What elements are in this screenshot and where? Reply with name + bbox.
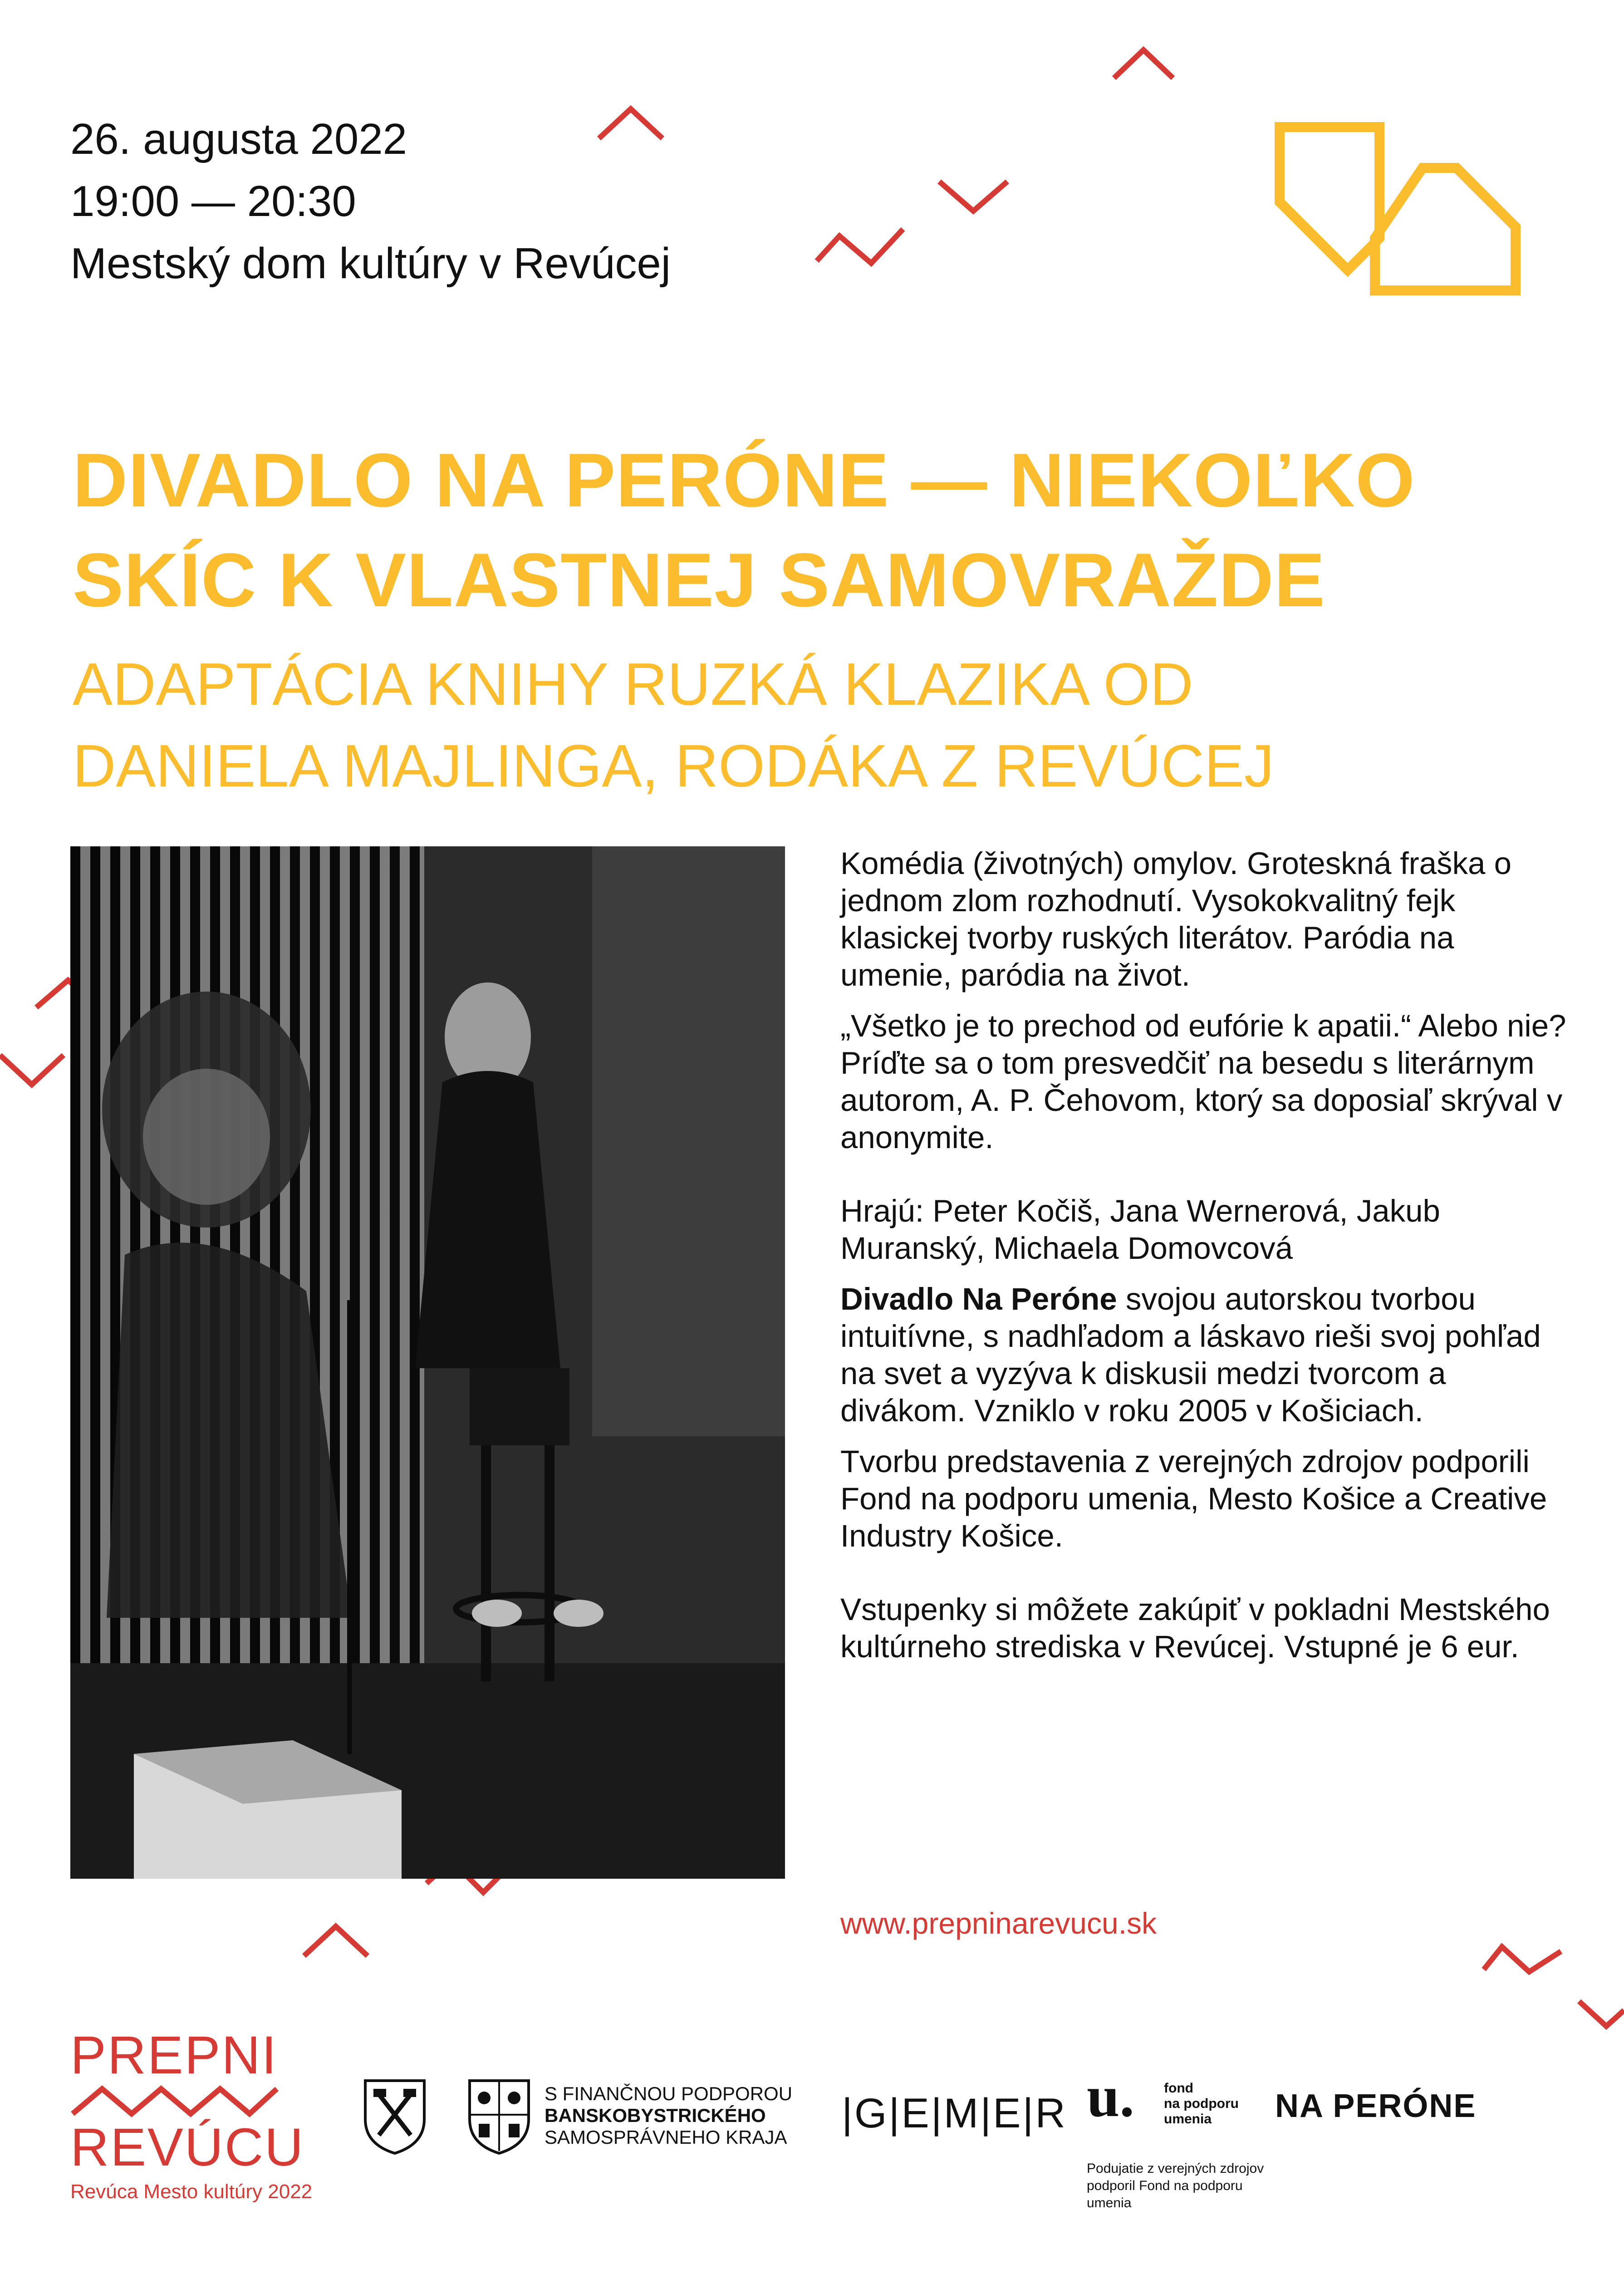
description-paragraph: „Všetko je to prechod od eufórie k apatii.“ Alebo nie? Príďte sa o tom presvedčiť na besedu s literárnym autorom, A. P. Čehovom, ktorý sa doposiaľ skrýval v anonymite. bbox=[840, 1008, 1566, 1155]
bbsk-line-2: BANSKOBYSTRICKÉHO bbox=[545, 2105, 766, 2126]
fpu-logo-text bbox=[1164, 2081, 1239, 2127]
tickets-paragraph: Vstupenky si môžete zakúpiť v pokladni Mestského kultúrneho strediska v Revúcej. Vstupné je 6 eur. bbox=[840, 1592, 1550, 1664]
revuca-coat-of-arms-icon bbox=[361, 2076, 429, 2156]
event-date: 26. augusta 2022 bbox=[70, 115, 407, 163]
performance-photo bbox=[70, 846, 785, 1879]
theatre-description: svojou autorskou tvorbou intuitívne, s nadhľadom a láskavo rieši svoj pohľad na svet a vyzýva k diskusii medzi tvorcom a divákom. Vzniklo v roku 2005 v Košiciach. bbox=[840, 1282, 1541, 1428]
bbsk-coat-of-arms-icon bbox=[465, 2076, 533, 2156]
cast-paragraph: Hrajú: Peter Kočiš, Jana Wernerová, Jakub Muranský, Michaela Domovcová bbox=[840, 1193, 1440, 1266]
theatre-name: Divadlo Na Peróne bbox=[840, 1282, 1117, 1316]
prepni-revucu-logo bbox=[70, 2025, 313, 2203]
subtitle-line-1: ADAPTÁCIA KNIHY RUZKÁ KLAZIKA OD bbox=[73, 651, 1193, 717]
event-time: 19:00 — 20:30 bbox=[70, 177, 356, 226]
title-line-1: DIVADLO NA PERÓNE — NIEKOĽKO bbox=[73, 437, 1415, 523]
event-subtitle bbox=[73, 643, 1570, 807]
fpu-line-3: umenia bbox=[1164, 2112, 1212, 2127]
subtitle-line-2: DANIELA MAJLINGA, RODÁKA Z REVÚCEJ bbox=[73, 732, 1274, 799]
event-description bbox=[840, 845, 1566, 1679]
bbsk-line-3: SAMOSPRÁVNEHO KRAJA bbox=[545, 2127, 787, 2148]
chevron-up-icon bbox=[304, 1926, 368, 1956]
brand-word-1: PREPNI bbox=[70, 2025, 278, 2085]
funding-paragraph: Tvorbu predstavenia z verejných zdrojov podporili Fond na podporu umenia, Mesto Košice a Creative Industry Košice. bbox=[840, 1444, 1547, 1553]
gemer-logo: |G|E|M|E|R bbox=[842, 2090, 1067, 2136]
zigzag-icon bbox=[1484, 1947, 1561, 1972]
chevron-down-icon bbox=[0, 1055, 64, 1085]
chevron-down-icon bbox=[939, 182, 1007, 211]
title-line-2: SKÍC K VLASTNEJ SAMOVRAŽDE bbox=[73, 537, 1325, 623]
fpu-line-2: na podporu bbox=[1164, 2096, 1239, 2111]
fpu-note: Podujatie z verejných zdrojov podporil Fond na podporu umenia bbox=[1087, 2161, 1264, 2210]
event-title bbox=[73, 430, 1570, 630]
na-perone-logo: NA PERÓNE bbox=[1275, 2088, 1477, 2124]
website-link[interactable]: www.prepninarevucu.sk bbox=[840, 1906, 1157, 1940]
brand-word-2: REVÚCU bbox=[70, 2117, 305, 2177]
brand-tagline: Revúca Mesto kultúry 2022 bbox=[70, 2181, 313, 2203]
fpu-line-1: fond bbox=[1164, 2081, 1193, 2096]
event-place: Mestský dom kultúry v Revúcej bbox=[70, 239, 671, 288]
bbsk-line-1: S FINANČNOU PODPOROU bbox=[545, 2083, 793, 2104]
chevron-up-icon bbox=[599, 109, 662, 138]
bbsk-text bbox=[545, 2083, 792, 2148]
chevron-down-icon bbox=[1579, 2001, 1624, 2026]
chevron-up-icon bbox=[1114, 50, 1173, 78]
brand-zigzag-icon bbox=[70, 2082, 279, 2118]
yellow-houses-logo bbox=[1271, 118, 1543, 309]
theatre-paragraph bbox=[840, 1281, 1566, 1429]
description-paragraph: Komédia (životných) omylov. Groteskná fraška o jednom zlom rozhodnutí. Vysokokvalitný fejk klasickej tvorby ruských literátov. Paródia na umenie, paródia na život. bbox=[840, 846, 1511, 992]
zigzag-icon bbox=[817, 229, 903, 263]
fpu-logo-letter: u. bbox=[1087, 2064, 1134, 2129]
